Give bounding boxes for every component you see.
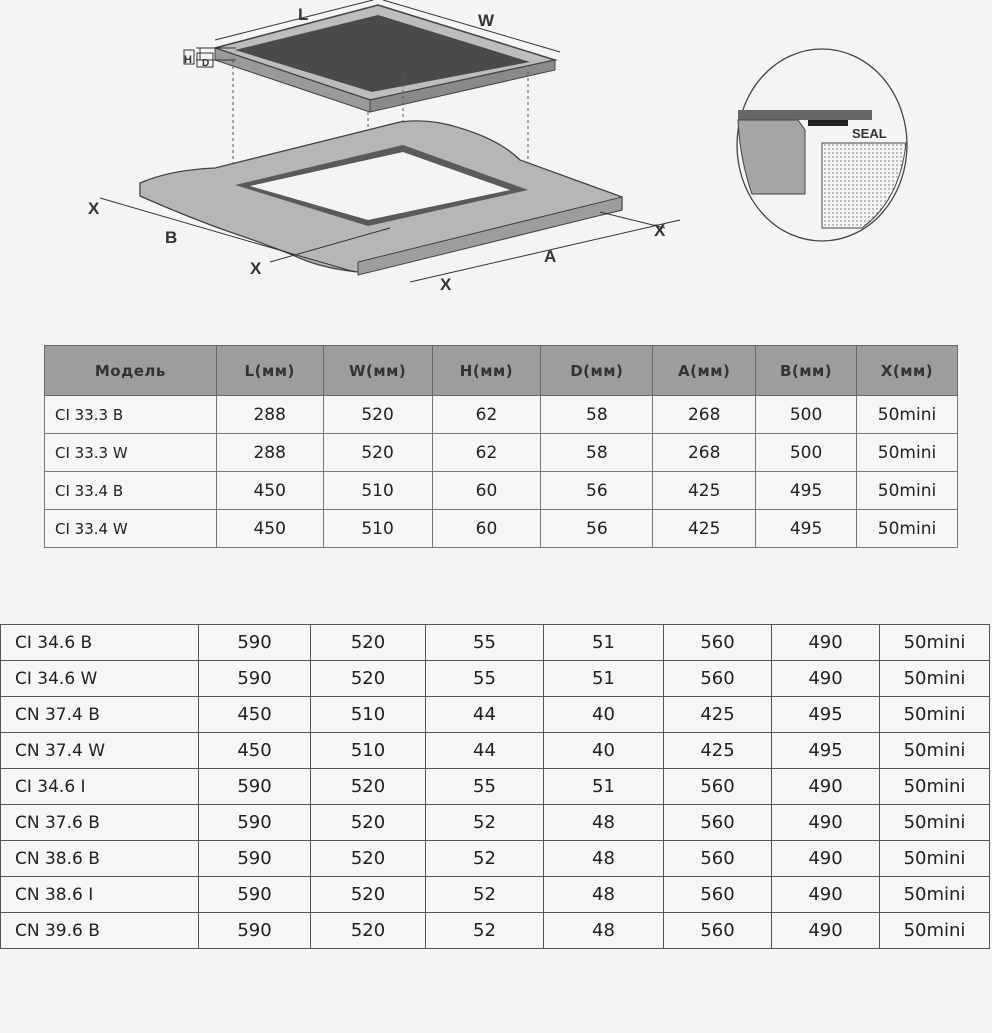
cell-b: 490 [772,769,880,805]
installation-diagram [0,0,992,310]
cell-l: 590 [199,805,311,841]
cell-x: 50mini [880,733,990,769]
header-w: W(мм) [323,346,432,396]
header-l: L(мм) [216,346,323,396]
table-row [45,472,958,510]
cell-d: 51 [544,661,664,697]
label-x-right: X [654,221,666,240]
cell-d: 48 [544,913,664,949]
cell-b: 500 [756,396,857,434]
cell-l: 450 [199,733,311,769]
cell-a: 560 [664,769,772,805]
cell-model: CN 39.6 B [1,913,199,949]
cell-l: 590 [199,913,311,949]
cell-l: 450 [216,510,323,548]
cell-w: 520 [323,434,432,472]
cell-h: 60 [432,510,541,548]
cell-h: 44 [426,733,544,769]
cell-a: 560 [664,661,772,697]
cell-h: 62 [432,434,541,472]
label-b: B [165,228,178,247]
cell-w: 520 [311,769,426,805]
cell-x: 50mini [880,805,990,841]
cell-model: CN 37.4 B [1,697,199,733]
cell-w: 520 [311,841,426,877]
cell-h: 62 [432,396,541,434]
cell-a: 560 [664,805,772,841]
cell-b: 490 [772,841,880,877]
cell-x: 50mini [857,434,958,472]
cell-d: 51 [544,769,664,805]
table2-body [1,625,990,949]
table-row [45,396,958,434]
header-h: H(мм) [432,346,541,396]
cell-b: 495 [772,733,880,769]
cell-d: 58 [541,396,653,434]
header-a: A(мм) [653,346,756,396]
label-h: H [184,54,192,66]
cell-h: 55 [426,661,544,697]
header-d: D(мм) [541,346,653,396]
cell-x: 50mini [880,841,990,877]
cell-model: CN 38.6 I [1,877,199,913]
header-model: Модель [45,346,217,396]
cell-h: 60 [432,472,541,510]
cell-x: 50mini [857,510,958,548]
cell-model: CI 34.6 W [1,661,199,697]
cell-model: CI 33.3 B [45,396,217,434]
cell-l: 590 [199,841,311,877]
cell-b: 490 [772,805,880,841]
cell-w: 520 [311,913,426,949]
label-x-left: X [88,199,100,218]
header-b: B(мм) [756,346,857,396]
cell-model: CI 33.3 W [45,434,217,472]
label-a: A [544,247,557,266]
seal-detail [737,49,907,241]
table-row [1,769,990,805]
cell-d: 40 [544,733,664,769]
cell-w: 520 [311,877,426,913]
label-x-bottom: X [440,275,452,294]
cell-b: 490 [772,913,880,949]
header-x: X(мм) [857,346,958,396]
cell-h: 52 [426,877,544,913]
cell-d: 56 [541,472,653,510]
cell-b: 490 [772,625,880,661]
cell-h: 55 [426,625,544,661]
cell-w: 520 [311,805,426,841]
cell-x: 50mini [880,913,990,949]
cell-model: CN 37.4 W [1,733,199,769]
table-row [1,841,990,877]
cell-x: 50mini [880,625,990,661]
cell-model: CI 33.4 B [45,472,217,510]
spec-table-top [44,345,958,548]
cell-l: 590 [199,661,311,697]
cell-h: 44 [426,697,544,733]
cooktop-drawing [215,5,555,112]
label-x-bottom-left: X [250,259,262,278]
cell-w: 520 [323,396,432,434]
cell-l: 450 [216,472,323,510]
label-d: D [202,58,210,69]
cell-a: 425 [664,733,772,769]
cell-l: 590 [199,877,311,913]
table-row [1,877,990,913]
cell-d: 51 [544,625,664,661]
cell-l: 288 [216,434,323,472]
label-w: W [478,11,495,30]
cell-model: CI 34.6 B [1,625,199,661]
cell-h: 52 [426,841,544,877]
spec-table-bottom [0,624,990,949]
cell-x: 50mini [857,396,958,434]
cell-x: 50mini [880,697,990,733]
cell-w: 510 [311,733,426,769]
cell-a: 425 [653,472,756,510]
cell-d: 58 [541,434,653,472]
label-seal: SEAL [852,126,887,141]
table-row [1,913,990,949]
table-row [1,697,990,733]
cell-w: 520 [311,625,426,661]
table-row [1,661,990,697]
cell-model: CN 38.6 B [1,841,199,877]
cell-a: 268 [653,434,756,472]
cell-b: 490 [772,661,880,697]
cell-model: CI 33.4 W [45,510,217,548]
table-row [1,733,990,769]
cell-model: CN 37.6 B [1,805,199,841]
cell-a: 560 [664,625,772,661]
cell-x: 50mini [880,877,990,913]
cell-w: 520 [311,661,426,697]
cell-l: 450 [199,697,311,733]
cell-l: 288 [216,396,323,434]
cell-d: 56 [541,510,653,548]
cell-h: 55 [426,769,544,805]
cell-l: 590 [199,769,311,805]
cell-w: 510 [311,697,426,733]
cell-a: 560 [664,913,772,949]
cell-w: 510 [323,510,432,548]
label-l: L [298,5,309,24]
cell-a: 425 [664,697,772,733]
cell-b: 495 [756,472,857,510]
cell-x: 50mini [880,769,990,805]
cell-d: 48 [544,877,664,913]
cell-a: 560 [664,877,772,913]
cell-a: 268 [653,396,756,434]
cell-h: 52 [426,913,544,949]
table-row [45,434,958,472]
cell-a: 425 [653,510,756,548]
cell-model: CI 34.6 I [1,769,199,805]
table-row [1,805,990,841]
cell-x: 50mini [880,661,990,697]
cell-b: 500 [756,434,857,472]
cell-d: 40 [544,697,664,733]
cell-b: 495 [772,697,880,733]
table-row [45,510,958,548]
table-row [1,625,990,661]
cell-w: 510 [323,472,432,510]
cell-l: 590 [199,625,311,661]
cell-x: 50mini [857,472,958,510]
header-row [45,346,958,396]
cell-b: 490 [772,877,880,913]
cell-d: 48 [544,841,664,877]
cell-b: 495 [756,510,857,548]
cell-a: 560 [664,841,772,877]
cell-h: 52 [426,805,544,841]
cell-d: 48 [544,805,664,841]
